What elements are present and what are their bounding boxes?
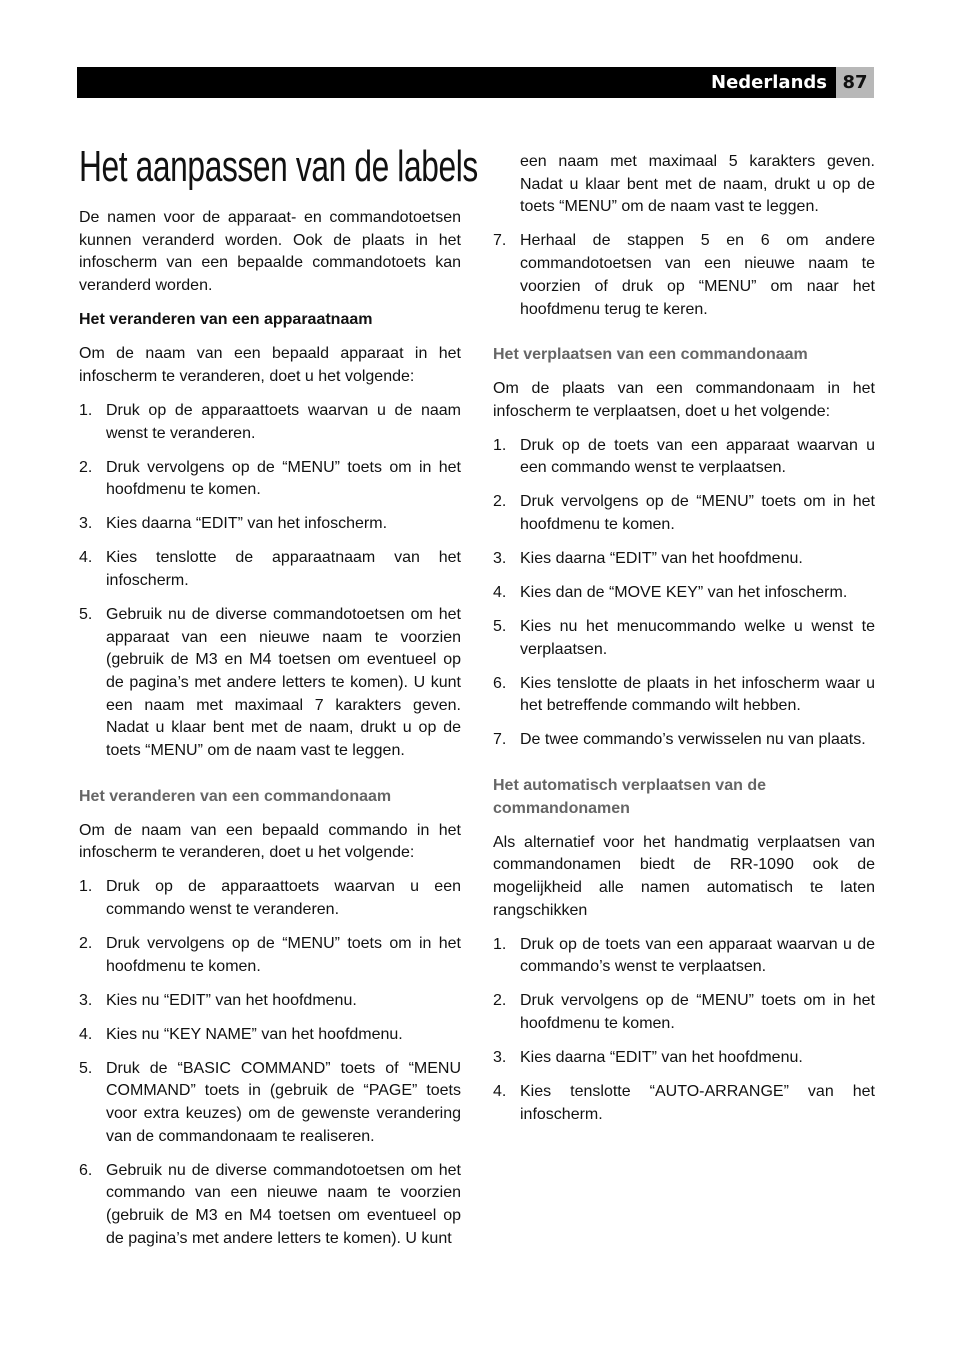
list-item [493, 582, 875, 605]
list-number: 1. [79, 878, 93, 896]
list-number: 3. [493, 1049, 507, 1067]
list-item [79, 1160, 461, 1251]
list-number: 5. [493, 618, 507, 636]
list-item [79, 604, 461, 763]
list-number: 6. [79, 1161, 93, 1179]
list-text: Kies tenslotte “AUTO-ARRANGE” van het infoscherm. [520, 1083, 875, 1123]
list-text: Kies daarna “EDIT” van het infoscherm. [106, 515, 388, 533]
list-text: Kies tenslotte de apparaatnaam van het infoscherm. [106, 549, 461, 589]
list-item [493, 548, 875, 571]
list-item [493, 435, 875, 480]
list-number: 3. [79, 515, 93, 533]
intro-paragraph: De namen voor de apparaat- en commandotoetsen kunnen veranderd worden. Ook de plaats in het infoscherm van een bepaalde commandotoets kan veranderd worden. [79, 209, 461, 295]
paragraph: Om de plaats van een commandonaam in het infoscherm te verplaatsen, doet u het volgende: [493, 379, 875, 420]
list-number: 4. [493, 1083, 507, 1101]
section-heading: Het verplaatsen van een commandonaam [493, 345, 808, 363]
list-text: Druk vervolgens op de “MENU” toets om in het hoofdmenu te komen. [520, 493, 875, 534]
list-text: Kies daarna “EDIT” van het hoofdmenu. [520, 1049, 803, 1067]
list-text: Kies nu “KEY NAME” van het hoofdmenu. [106, 1025, 403, 1043]
list-text: Druk vervolgens op de “MENU” toets om in het hoofdmenu te komen. [520, 992, 875, 1033]
section-heading: Het veranderen van een commandonaam [79, 787, 392, 805]
section-heading: Het veranderen van een apparaatnaam [79, 311, 373, 329]
paragraph: Om de naam van een bepaald commando in het infoscherm te veranderen, doet u het volgende: [79, 821, 461, 862]
paragraph: Om de naam van een bepaald apparaat in het infoscherm te veranderen, doet u het volgende: [79, 345, 461, 385]
list-number: 3. [79, 991, 93, 1009]
list-text: Druk vervolgens op de “MENU” toets om in het hoofdmenu te komen. [106, 458, 461, 499]
numbered-list [79, 876, 461, 1250]
left-column [79, 207, 461, 1262]
list-item [79, 1024, 461, 1047]
list-number: 5. [79, 605, 93, 623]
page-number: 87 [836, 67, 874, 98]
list-number: 5. [79, 1059, 93, 1077]
list-number: 2. [79, 458, 93, 476]
paragraph: Als alternatief voor het handmatig verplaatsen van commandonamen biedt de RR-1090 ook de mogelijkheid alle namen automatisch te laten rangschikken [493, 833, 875, 919]
list-item [79, 933, 461, 978]
list-text: Druk op de apparaattoets waarvan u de naam wenst te veranderen. [106, 401, 461, 442]
list-text: Druk op de toets van een apparaat waarvan u een commando wenst te verplaatsen. [520, 436, 875, 477]
list-item: een naam met maximaal 5 karakters geven. Nadat u klaar bent met de naam, drukt u op de toets “MENU” om de naam vast te leggen. [520, 153, 875, 216]
list-text: Druk vervolgens op de “MENU” toets om in het hoofdmenu te komen. [106, 934, 461, 975]
list-item: 7. Herhaal de stappen 5 en 6 om andere commandotoetsen van een nieuwe naam te voorzien of druk op “MENU” om naar het hoofdmenu terug te keren. [493, 232, 875, 318]
list-text: Gebruik nu de diverse commandotoetsen om het commando van een nieuwe naam te voorzien (gebruik de M3 en M4 toetsen om eventueel op de pagina’s met andere letters te komen). U kunt [106, 1161, 461, 1247]
header-language: Nederlands [711, 72, 827, 93]
list-number: 2. [493, 493, 507, 511]
list-item [79, 513, 461, 536]
list-number: 6. [493, 674, 507, 692]
list-item [79, 876, 461, 921]
list-text: Gebruik nu de diverse commandotoetsen om het apparaat van een nieuwe naam te voorzien (gebruik de M3 en M4 toetsen om eventueel op de pagina’s met andere letters te komen). U kunt een naam met maximaal 7 karakters geven. Nadat u klaar bent met de naam, drukt u op de toets “MENU” om de naam vast te leggen. [106, 605, 461, 760]
list-item [79, 990, 461, 1013]
list-number: 4. [79, 1025, 93, 1043]
list-text: Kies tenslotte de plaats in het infoscherm waar u het betreffende commando wilt hebben. [520, 674, 875, 715]
list-number: 7. [493, 731, 507, 749]
list-number: 1. [493, 436, 507, 454]
list-text: Kies nu het menucommando welke u wenst te verplaatsen. [520, 618, 875, 658]
page-title: Het aanpassen van de labels [79, 142, 478, 191]
list-item [493, 1081, 875, 1126]
list-item [493, 1047, 875, 1070]
list-number: 3. [493, 550, 507, 568]
list-item [493, 934, 875, 979]
list-text: Kies daarna “EDIT” van het hoofdmenu. [520, 550, 803, 568]
list-item [79, 547, 461, 592]
list-item [493, 990, 875, 1035]
list-number: 1. [493, 935, 507, 953]
list-number: 4. [79, 549, 93, 567]
list-text: Druk de “BASIC COMMAND” toets of “MENU COMMAND” toets in (gebruik de “PAGE” toets voor extra keuzes) om de gewenste verandering van de commandonaam te realiseren. [106, 1059, 461, 1145]
list-item [493, 491, 875, 536]
list-number: 2. [493, 992, 507, 1010]
list-text: Druk op de toets van een apparaat waarvan u de commando’s wenst te verplaatsen. [520, 935, 875, 976]
list-number: 1. [79, 401, 93, 419]
list-number: 2. [79, 934, 93, 952]
list-item [79, 400, 461, 445]
header-bar [77, 67, 874, 98]
list-text: Kies dan de “MOVE KEY” van het infoscherm. [520, 584, 848, 602]
numbered-list [493, 934, 875, 1127]
list-text: De twee commando’s verwisselen nu van plaats. [520, 731, 866, 749]
list-text: Kies nu “EDIT” van het hoofdmenu. [106, 991, 357, 1009]
right-column [493, 151, 875, 1138]
numbered-list [493, 435, 875, 753]
list-text: Druk op de apparaattoets waarvan u een commando wenst te veranderen. [106, 878, 461, 918]
list-number: 4. [493, 584, 507, 602]
list-item [79, 457, 461, 502]
list-item [493, 673, 875, 718]
numbered-list [79, 400, 461, 763]
section-heading: Het automatisch verplaatsen van de commandonamen [493, 776, 766, 817]
list-item [493, 616, 875, 661]
list-item [79, 1058, 461, 1149]
list-item [493, 729, 875, 752]
